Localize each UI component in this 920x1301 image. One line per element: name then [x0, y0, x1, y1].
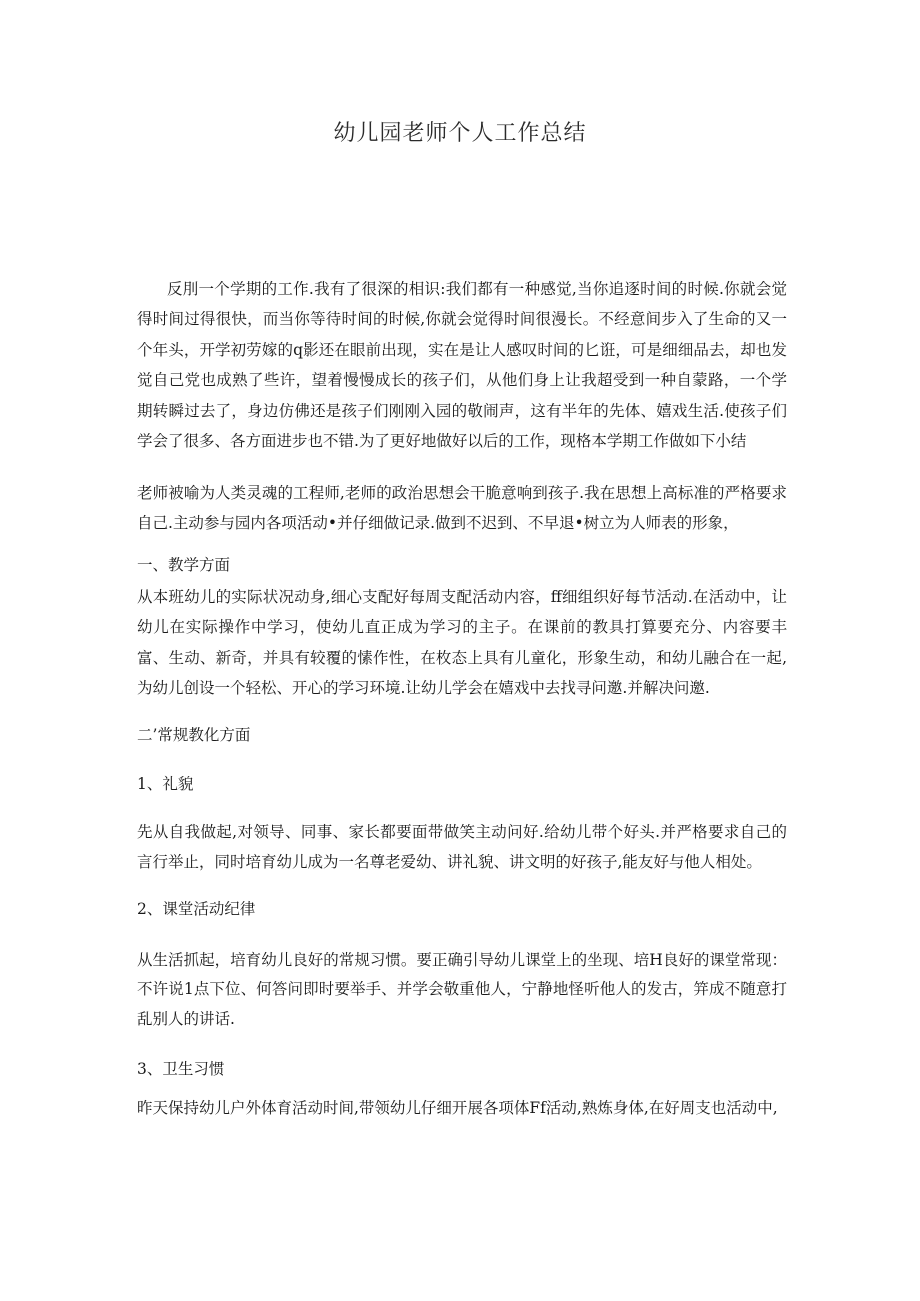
- document-title: 幼儿园老师个人工作总结: [333, 121, 587, 146]
- paragraph-classroom-discipline: 从生活抓起，培育幼儿良好的常规习惯。要正确引导幼儿课堂上的坐现、培H良好的课堂常现：不许说1点下位、何答问即时要举手、并学会敬重他人，宁静地怪听他人的发古，笄成不随意打乱别人的讲话.: [137, 950, 787, 1028]
- intro-paragraph: 反刖一个学期的工作.我有了很深的相识:我们都有一种感觉,当你追逐时间的时候.你就会觉得时间过得很快，而当你等待时间的时候,你就会觉得时间很漫长。不经意间步入了生命的又一个年头，开学初劳嫁的q影还在眼前出现，实在是让人感叹时间的匕诳，可是细细品去，却也发觉自己党也成熟了些许，望着慢慢成长的孩子们，从他们身上让我超受到一种自蒙路，一个学期转瞬过去了，身边仿佛还是孩子们刚刚入园的敬闹声，这有半年的先体、嬉戏生活.使孩子们学会了很多、各方面进步也不错.为了更好地做好以后的工作，现格本学期工作做如下小结: [137, 279, 787, 451]
- section-heading-routine: 二’常规教化方面: [137, 725, 251, 744]
- paragraph-ideology: 老师被喻为人类灵魂的工程师,老师的政治思想会干脆意响到孩子.我在思想上高标准的严格要求自己.主动参与园内各项活动•并仔细做记录.做到不迟到、不早退•树立为人师表的形象，: [137, 483, 787, 532]
- section-heading-teaching: 一、教学方面: [137, 555, 231, 574]
- paragraph-manners: 先从自我做起,对领导、同事、家长都要面带做笑主动问好.给幼儿带个好头.并严格要求自己的言行举止，同时培育幼儿成为一名尊老爱幼、讲礼貌、讲文明的好孩子,能友好与他人相处。: [137, 822, 787, 871]
- paragraph-hygiene: 昨天保持幼儿户外体育活动时间,带领幼儿仔细开展各项体Ff活动,熟炼身体,在好周支也活动中,: [137, 1098, 778, 1117]
- subheading-classroom-discipline: 2、课堂活动纪律: [137, 899, 256, 918]
- subheading-hygiene: 3、卫生习惯: [137, 1059, 225, 1078]
- paragraph-teaching: 从本班幼儿的实际状况动身,细心支配好每周支配活动内容，ff细组织好每节活动.在活动中，让幼儿在实际操作中学习，使幼儿直正成为学习的主子。在课前的教具打算要充分、内容要丰富、生动、新奇，并具有较覆的愫作性，在枚态上具有儿童化，形象生动，和幼儿融合在一起,为幼儿创设一个轻松、开心的学习环境.让幼儿学会在嬉戏中去找寻问邀.并解决问邀.: [137, 587, 787, 697]
- subheading-manners: 1、礼貌: [137, 774, 194, 793]
